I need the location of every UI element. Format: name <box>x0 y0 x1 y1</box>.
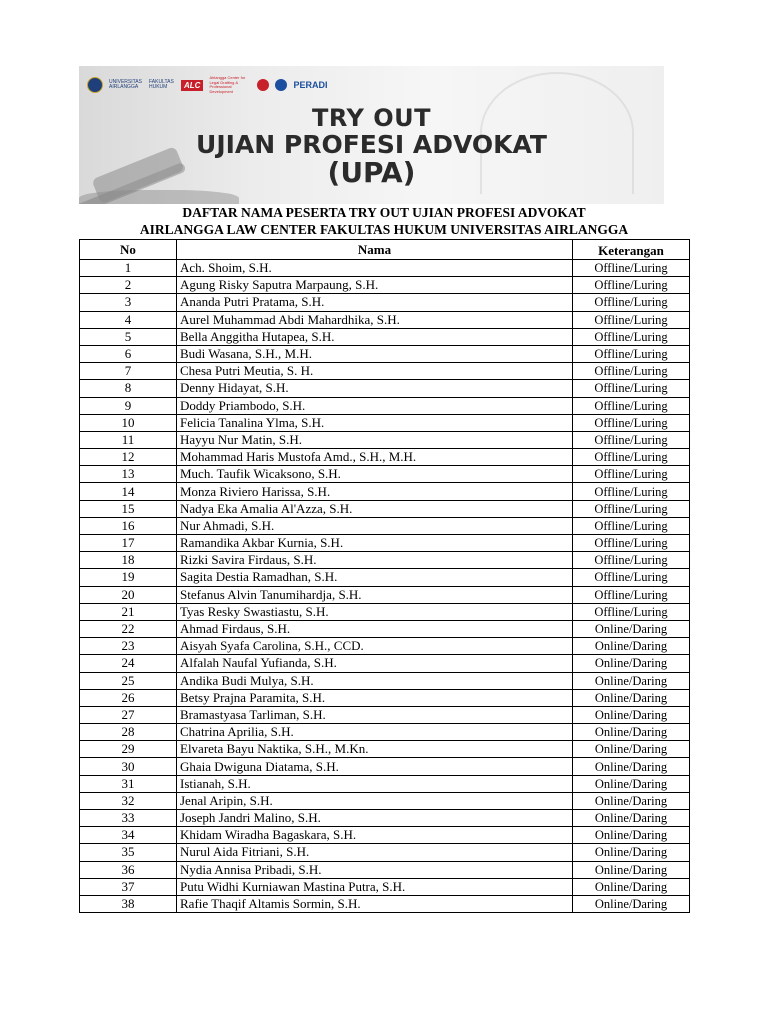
fh-logo-text: FAKULTAS HUKUM <box>149 79 174 90</box>
row-status-cell: Online/Daring <box>573 741 690 758</box>
row-name-cell: Istianah, S.H. <box>177 775 573 792</box>
row-status-cell: Online/Daring <box>573 758 690 775</box>
row-number-cell: 25 <box>80 672 177 689</box>
row-name-cell: Sagita Destia Ramadhan, S.H. <box>177 569 573 586</box>
row-status-cell: Online/Daring <box>573 724 690 741</box>
row-name-cell: Aisyah Syafa Carolina, S.H., CCD. <box>177 638 573 655</box>
row-name-cell: Felicia Tanalina Ylma, S.H. <box>177 414 573 431</box>
table-row <box>80 638 690 655</box>
table-row <box>80 483 690 500</box>
row-name-cell: Bramastyasa Tarliman, S.H. <box>177 706 573 723</box>
row-number-cell: 15 <box>80 500 177 517</box>
row-status-cell: Offline/Luring <box>573 500 690 517</box>
table-row <box>80 655 690 672</box>
row-status-cell: Online/Daring <box>573 775 690 792</box>
table-row <box>80 552 690 569</box>
row-number-cell: 18 <box>80 552 177 569</box>
table-row <box>80 741 690 758</box>
row-name-cell: Rafie Thaqif Altamis Sormin, S.H. <box>177 895 573 912</box>
row-number-cell: 8 <box>80 380 177 397</box>
row-number-cell: 5 <box>80 328 177 345</box>
row-name-cell: Alfalah Naufal Yufianda, S.H. <box>177 655 573 672</box>
row-number-cell: 33 <box>80 810 177 827</box>
table-row <box>80 397 690 414</box>
row-status-cell: Online/Daring <box>573 655 690 672</box>
table-row <box>80 414 690 431</box>
row-status-cell: Online/Daring <box>573 638 690 655</box>
row-status-cell: Offline/Luring <box>573 517 690 534</box>
row-status-cell: Offline/Luring <box>573 431 690 448</box>
row-status-cell: Offline/Luring <box>573 277 690 294</box>
table-row <box>80 810 690 827</box>
row-name-cell: Stefanus Alvin Tanumihardja, S.H. <box>177 586 573 603</box>
alc-logo-subtitle: Airlangga Center for Legal Drafting & Professional Development <box>209 75 246 94</box>
row-status-cell: Offline/Luring <box>573 414 690 431</box>
row-status-cell: Online/Daring <box>573 620 690 637</box>
row-name-cell: Budi Wasana, S.H., M.H. <box>177 345 573 362</box>
row-status-cell: Offline/Luring <box>573 535 690 552</box>
table-row <box>80 260 690 277</box>
table-row <box>80 380 690 397</box>
row-status-cell: Offline/Luring <box>573 328 690 345</box>
table-row <box>80 586 690 603</box>
row-number-cell: 2 <box>80 277 177 294</box>
row-status-cell: Offline/Luring <box>573 311 690 328</box>
row-number-cell: 24 <box>80 655 177 672</box>
row-number-cell: 1 <box>80 260 177 277</box>
table-row <box>80 294 690 311</box>
table-row <box>80 328 690 345</box>
row-number-cell: 12 <box>80 449 177 466</box>
row-number-cell: 38 <box>80 895 177 912</box>
row-number-cell: 11 <box>80 431 177 448</box>
row-name-cell: Denny Hidayat, S.H. <box>177 380 573 397</box>
row-number-cell: 6 <box>80 345 177 362</box>
row-name-cell: Nur Ahmadi, S.H. <box>177 517 573 534</box>
row-number-cell: 20 <box>80 586 177 603</box>
row-number-cell: 16 <box>80 517 177 534</box>
row-number-cell: 9 <box>80 397 177 414</box>
row-name-cell: Doddy Priambodo, S.H. <box>177 397 573 414</box>
logo-strip <box>87 76 327 94</box>
row-status-cell: Online/Daring <box>573 844 690 861</box>
row-name-cell: Nurul Aida Fitriani, S.H. <box>177 844 573 861</box>
row-number-cell: 3 <box>80 294 177 311</box>
row-status-cell: Online/Daring <box>573 827 690 844</box>
row-name-cell: Andika Budi Mulya, S.H. <box>177 672 573 689</box>
column-header-no: No <box>80 240 177 260</box>
row-number-cell: 32 <box>80 792 177 809</box>
row-number-cell: 10 <box>80 414 177 431</box>
row-status-cell: Offline/Luring <box>573 449 690 466</box>
table-row <box>80 363 690 380</box>
peradi-logo-text: PERADI <box>293 80 328 90</box>
row-name-cell: Ghaia Dwiguna Diatama, S.H. <box>177 758 573 775</box>
row-name-cell: Chatrina Aprilia, S.H. <box>177 724 573 741</box>
row-name-cell: Nadya Eka Amalia Al'Azza, S.H. <box>177 500 573 517</box>
row-status-cell: Offline/Luring <box>573 603 690 620</box>
row-name-cell: Tyas Resky Swastiastu, S.H. <box>177 603 573 620</box>
row-name-cell: Elvareta Bayu Naktika, S.H., M.Kn. <box>177 741 573 758</box>
row-status-cell: Online/Daring <box>573 861 690 878</box>
table-row <box>80 449 690 466</box>
row-number-cell: 14 <box>80 483 177 500</box>
table-row <box>80 466 690 483</box>
row-status-cell: Offline/Luring <box>573 345 690 362</box>
row-number-cell: 34 <box>80 827 177 844</box>
table-header-row <box>80 240 690 260</box>
table-row <box>80 517 690 534</box>
banner-title-line2: UJIAN PROFESI ADVOKAT <box>196 130 547 159</box>
row-name-cell: Bella Anggitha Hutapea, S.H. <box>177 328 573 345</box>
row-name-cell: Chesa Putri Meutia, S. H. <box>177 363 573 380</box>
document-heading-line2: AIRLANGGA LAW CENTER FAKULTAS HUKUM UNIVERSITAS AIRLANGGA <box>139 222 629 237</box>
table-row <box>80 603 690 620</box>
row-number-cell: 28 <box>80 724 177 741</box>
row-number-cell: 22 <box>80 620 177 637</box>
row-status-cell: Online/Daring <box>573 672 690 689</box>
column-header-keterangan: Keterangan <box>573 240 690 260</box>
row-name-cell: Ananda Putri Pratama, S.H. <box>177 294 573 311</box>
table-row <box>80 500 690 517</box>
column-header-nama: Nama <box>177 240 573 260</box>
banner-title-line3: (UPA) <box>327 156 416 189</box>
row-number-cell: 37 <box>80 878 177 895</box>
row-number-cell: 29 <box>80 741 177 758</box>
row-number-cell: 27 <box>80 706 177 723</box>
table-row <box>80 758 690 775</box>
row-status-cell: Online/Daring <box>573 792 690 809</box>
row-status-cell: Online/Daring <box>573 878 690 895</box>
participant-table <box>79 239 690 913</box>
row-number-cell: 21 <box>80 603 177 620</box>
red-emblem-icon <box>257 79 269 91</box>
row-number-cell: 17 <box>80 535 177 552</box>
row-status-cell: Offline/Luring <box>573 569 690 586</box>
row-name-cell: Nydia Annisa Pribadi, S.H. <box>177 861 573 878</box>
row-name-cell: Putu Widhi Kurniawan Mastina Putra, S.H. <box>177 878 573 895</box>
table-row <box>80 775 690 792</box>
row-name-cell: Jenal Aripin, S.H. <box>177 792 573 809</box>
row-status-cell: Online/Daring <box>573 706 690 723</box>
row-status-cell: Offline/Luring <box>573 586 690 603</box>
table-row <box>80 277 690 294</box>
row-number-cell: 13 <box>80 466 177 483</box>
table-row <box>80 844 690 861</box>
table-row <box>80 689 690 706</box>
table-row <box>80 672 690 689</box>
row-name-cell: Much. Taufik Wicaksono, S.H. <box>177 466 573 483</box>
row-name-cell: Joseph Jandri Malino, S.H. <box>177 810 573 827</box>
table-body <box>80 260 690 913</box>
row-status-cell: Offline/Luring <box>573 363 690 380</box>
row-name-cell: Hayyu Nur Matin, S.H. <box>177 431 573 448</box>
table-row <box>80 620 690 637</box>
row-name-cell: Ach. Shoim, S.H. <box>177 260 573 277</box>
peradi-emblem-icon <box>275 79 287 91</box>
header-banner <box>79 66 664 204</box>
row-status-cell: Offline/Luring <box>573 380 690 397</box>
table-row <box>80 706 690 723</box>
row-name-cell: Monza Riviero Harissa, S.H. <box>177 483 573 500</box>
table-row <box>80 724 690 741</box>
table-row <box>80 569 690 586</box>
row-number-cell: 35 <box>80 844 177 861</box>
row-name-cell: Ramandika Akbar Kurnia, S.H. <box>177 535 573 552</box>
row-number-cell: 30 <box>80 758 177 775</box>
row-status-cell: Offline/Luring <box>573 466 690 483</box>
row-number-cell: 7 <box>80 363 177 380</box>
table-row <box>80 311 690 328</box>
row-status-cell: Offline/Luring <box>573 397 690 414</box>
univ-logo-text: UNIVERSITAS AIRLANGGA <box>109 79 142 90</box>
row-status-cell: Online/Daring <box>573 895 690 912</box>
row-name-cell: Ahmad Firdaus, S.H. <box>177 620 573 637</box>
row-number-cell: 19 <box>80 569 177 586</box>
table-row <box>80 895 690 912</box>
row-status-cell: Online/Daring <box>573 689 690 706</box>
row-status-cell: Offline/Luring <box>573 483 690 500</box>
table-row <box>80 827 690 844</box>
row-name-cell: Khidam Wiradha Bagaskara, S.H. <box>177 827 573 844</box>
row-name-cell: Rizki Savira Firdaus, S.H. <box>177 552 573 569</box>
row-name-cell: Agung Risky Saputra Marpaung, S.H. <box>177 277 573 294</box>
univ-airlangga-logo-icon <box>87 77 103 93</box>
table-row <box>80 345 690 362</box>
row-number-cell: 23 <box>80 638 177 655</box>
row-name-cell: Aurel Muhammad Abdi Mahardhika, S.H. <box>177 311 573 328</box>
row-status-cell: Offline/Luring <box>573 552 690 569</box>
row-status-cell: Offline/Luring <box>573 260 690 277</box>
row-number-cell: 4 <box>80 311 177 328</box>
row-status-cell: Online/Daring <box>573 810 690 827</box>
row-number-cell: 26 <box>80 689 177 706</box>
document-heading-line1: DAFTAR NAMA PESERTA TRY OUT UJIAN PROFESI ADVOKAT <box>182 205 586 220</box>
alc-logo: ALC <box>181 80 203 91</box>
row-number-cell: 31 <box>80 775 177 792</box>
row-name-cell: Betsy Prajna Paramita, S.H. <box>177 689 573 706</box>
table-row <box>80 861 690 878</box>
table-row <box>80 878 690 895</box>
row-status-cell: Offline/Luring <box>573 294 690 311</box>
table-row <box>80 792 690 809</box>
row-name-cell: Mohammad Haris Mustofa Amd., S.H., M.H. <box>177 449 573 466</box>
banner-title-line1: TRY OUT <box>311 104 432 132</box>
table-row <box>80 431 690 448</box>
row-number-cell: 36 <box>80 861 177 878</box>
table-row <box>80 535 690 552</box>
